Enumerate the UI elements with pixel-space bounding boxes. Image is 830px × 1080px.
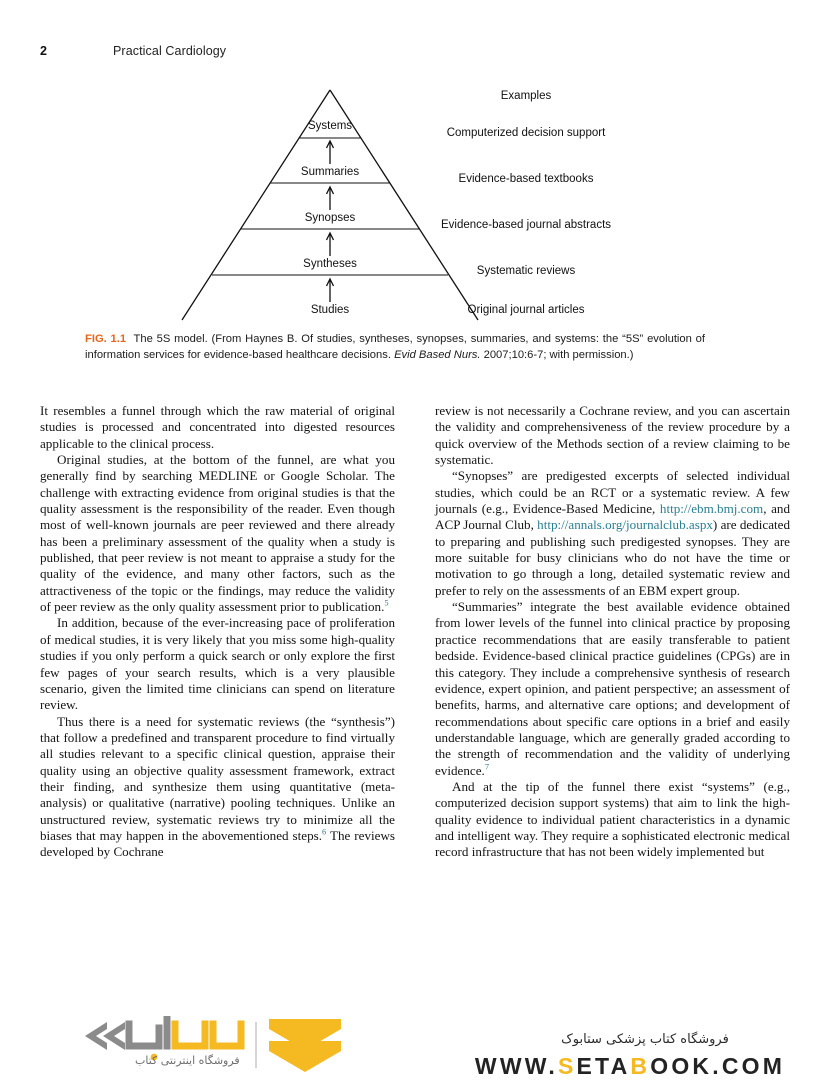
paragraph-right-1: review is not necessarily a Cochrane review, and you can ascertain the validity and comprehensiveness of the review procedure by a quick overview of the Methods section of a review claiming to be systematic. [435, 403, 790, 468]
logo-divider [255, 1022, 257, 1068]
logo-emblem-icon [267, 1018, 351, 1072]
reference-marker-7: 7 [484, 762, 489, 772]
pyramid-tier-label-synopses: Synopses [304, 212, 356, 224]
pyramid-diagram [40, 82, 790, 330]
url-part-3: B [630, 1053, 651, 1079]
pyramid-tier-label-summaries: Summaries [300, 166, 360, 178]
reference-marker-6: 6 [322, 827, 327, 837]
paragraph-right-2-text-c: ) are dedicated to preparing and publishing such predigested synopses. They are more suitable for busy clinicians who do not have the time or motivation to go through a long, detailed systematic review and prefer to rely on the assessments of an EBM expert group. [435, 517, 791, 598]
example-syntheses: Systematic reviews [476, 265, 576, 277]
link-annals-journalclub[interactable]: http://annals.org/journalclub.aspx [537, 517, 713, 533]
url-part-0: WWW. [474, 1053, 558, 1079]
reference-marker-5: 5 [384, 598, 389, 608]
paragraph-left-3: In addition, because of the ever-increasing pace of proliferation of medical studies, it is very likely that you miss some high-quality studies if you only perform a quick search or only explore the first few pages of your search results, which is a very plausible scenario, given the limited time clinicians can spend on literature review. [40, 615, 395, 713]
paragraph-left-2-text: Original studies, at the bottom of the funnel, are what you generally find by searching MEDLINE or Google Scholar. The challenge with extracting evidence from original studies is that the quality assessment is the responsibility of the reader. Even though most of well-known journals are peer reviewed and there already has been a preliminary assessment of the quality when a study is published, that peer review is not meant to appraise a study for the quality of the evidence, and many other factors, such as the attractiveness of the topic or the findings, may reduce the validity of peer review as the only quality assessment prior to publication. [40, 452, 395, 615]
pyramid-tier-label-studies: Studies [310, 304, 350, 316]
examples-header: Examples [500, 90, 552, 102]
book-title: Practical Cardiology [113, 44, 227, 58]
paragraph-left-4-text-a: Thus there is a need for systematic reviews (the “synthesis”) that follow a predefined and transparent procedure to find virtually all studies relevant to a specific clinical question, appraise their quality using an objective quality assessment framework, extract their finding, and synthesize them using quantitative (meta-analysis) or qualitative (narrative) pooling techniques. Unlike an unstructured review, systematic reviews try to minimize all the biases that may happen in the abovementioned steps. [40, 713, 395, 843]
store-title-fa: فروشگاه کتاب پزشکی ستابوک [561, 1032, 729, 1047]
footer-watermark [0, 1012, 830, 1080]
paragraph-left-1: It resembles a funnel through which the raw material of original studies is processed and concentrated into digested resources applicable to the clinical process. [40, 403, 395, 451]
body-column-left [40, 403, 395, 861]
page-number: 2 [40, 44, 47, 58]
pyramid-right-edge [330, 90, 478, 320]
website-url[interactable] [440, 1053, 820, 1080]
paragraph-right-2 [435, 468, 790, 599]
running-head [0, 44, 830, 64]
body-column-right [435, 403, 790, 861]
paragraph-right-4: And at the tip of the funnel there exist “systems” (e.g., computerized decision support systems) that aim to link the high-quality evidence to individual patient characteristics in a dynamic and intelligent way. They require a sophisticated electronic medical record infrastructure that has not been widely implemented but [435, 778, 790, 860]
paragraph-left-4 [40, 714, 395, 861]
example-systems: Computerized decision support [446, 127, 606, 139]
pyramid-tier-label-systems: Systems [307, 120, 353, 132]
paragraph-left-2 [40, 452, 395, 615]
example-synopses: Evidence-based journal abstracts [440, 219, 612, 231]
logo-wordmark-gray [129, 1018, 167, 1046]
figure-caption [85, 332, 705, 363]
pyramid-tier-label-syntheses: Syntheses [303, 258, 357, 270]
logo-wordmark-yellow [175, 1024, 241, 1046]
figure-caption-journal: Evid Based Nurs. [394, 348, 481, 361]
logo-tagline: فروشگاه اینترنتی کتاب [135, 1054, 240, 1067]
figure-caption-text-1: The 5S model. (From Haynes B. Of studies, syntheses, synopses, summaries, and systems: the “5S” evolution of information services for evidence-based healthcare decisions. [85, 333, 705, 361]
paragraph-right-2-text-a: “Synopses” are predigested excerpts of selected individual studies, which could be an RCT or a systematic review. A few journals (e.g., Evidence-Based Medicine, [435, 468, 790, 517]
url-part-1: S [557, 1053, 577, 1079]
example-summaries: Evidence-based textbooks [458, 173, 594, 185]
link-ebm-bmj[interactable]: http://ebm.bmj.com [659, 501, 764, 517]
url-part-2: ETA [576, 1053, 631, 1079]
paragraph-left-4-text-b: The reviews developed by Cochrane [40, 827, 395, 860]
example-studies: Original journal articles [467, 304, 585, 316]
pyramid-svg [40, 82, 790, 330]
paragraph-right-3-text: “Summaries” integrate the best available evidence obtained from lower levels of the funnel into clinical practice by proposing practice recommendations that are easily transferable to patient bedside. Evidence-based clinical practice guidelines (CPGs) are in this category. They include a comprehensive synthesis of research evidence, expert opinion, and patient perspective; an assessment of benefits, harms, and alternative care options; and development of recommendations about specific care options in a brief and easily understandable language, which are generally graded according to the strength of recommendation and the validity of underlying evidence. [435, 599, 790, 778]
setabook-logo [55, 1016, 385, 1078]
paragraph-right-3 [435, 599, 790, 779]
paragraph-right-2-text-b: , and ACP Journal Club, [435, 501, 790, 533]
url-part-4: OOK.COM [650, 1053, 786, 1079]
logo-chevron-icon [85, 1022, 125, 1050]
figure-1-1 [40, 82, 790, 330]
figure-number: FIG. 1.1 [85, 333, 127, 345]
figure-caption-text-2: 2007;10:6-7; with permission.) [480, 348, 634, 361]
